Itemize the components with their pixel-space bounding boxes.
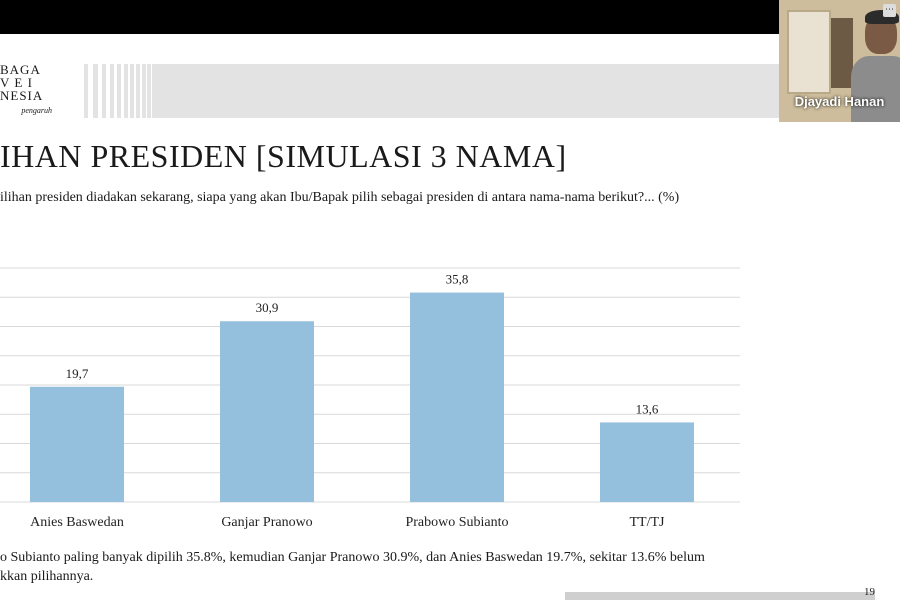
slide-summary	[0, 548, 840, 586]
page-footer-bar	[565, 592, 875, 600]
header-banner	[84, 64, 900, 118]
logo-line: BAGA	[0, 62, 41, 77]
category-label: TT/TJ	[629, 515, 665, 530]
participant-name: Djayadi Hanan	[794, 94, 885, 109]
institution-logo	[0, 63, 52, 117]
bookshelf-background	[787, 10, 831, 94]
top-black-bar	[0, 0, 900, 34]
webcam-thumbnail[interactable]	[779, 0, 900, 122]
logo-line: V E I	[0, 75, 33, 90]
category-label: Ganjar Pranowo	[221, 515, 313, 530]
summary-line: o Subianto paling banyak dipilih 35.8%, kemudian Ganjar Pranowo 30.9%, dan Anies Baswedan 19.7%, sekitar 13.6% belum	[0, 550, 705, 565]
logo-line: NESIA	[0, 88, 44, 103]
category-label: Prabowo Subianto	[405, 515, 509, 530]
summary-line: kkan pilihannya.	[0, 569, 94, 584]
survey-question: ilihan presiden diadakan sekarang, siapa yang akan Ibu/Bapak pilih sebagai presiden di antara nama-nama berikut?... (%)	[0, 190, 680, 205]
logo-tagline: pengaruh	[21, 106, 52, 115]
data-label: 13,6	[635, 401, 659, 417]
presentation-slide	[0, 34, 900, 600]
video-options-icon[interactable]: ⋯	[885, 5, 894, 15]
page-number: 19	[864, 586, 875, 598]
data-label: 19,7	[65, 365, 89, 381]
category-label: Anies Baswedan	[30, 515, 124, 530]
bookshelf-background	[831, 18, 853, 88]
participant-body	[851, 56, 900, 122]
data-label: 35,8	[445, 271, 469, 287]
slide-title: IHAN PRESIDEN [SIMULASI 3 NAMA]	[0, 138, 567, 174]
data-label: 30,9	[255, 300, 279, 316]
